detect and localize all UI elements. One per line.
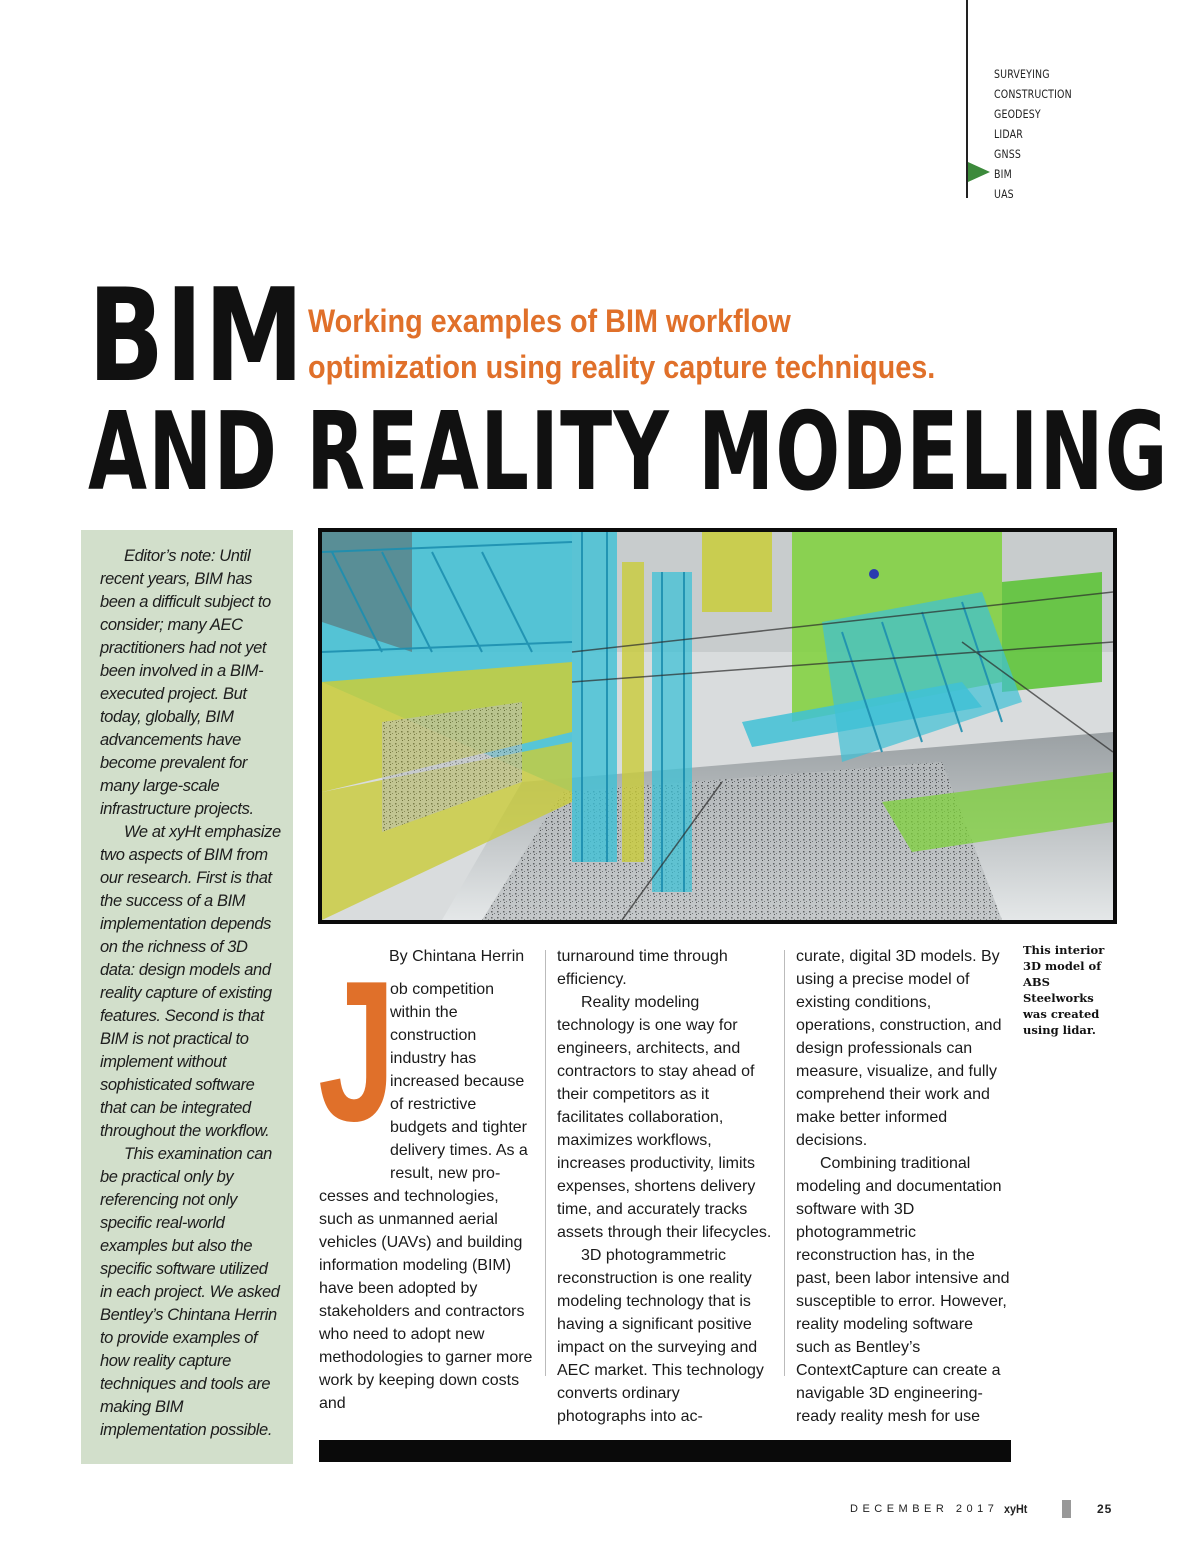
drop-cap: J	[318, 940, 396, 1163]
article-paragraph: turnaround time through efficiency.	[557, 948, 728, 988]
footer-divider-block	[1062, 1500, 1071, 1518]
category-gnss[interactable]: GNSS	[994, 147, 1021, 161]
footer-magazine-name: xyHt	[1004, 1502, 1028, 1516]
category-uas[interactable]: UAS	[994, 187, 1014, 201]
column-divider	[784, 950, 785, 1376]
byline: By Chintana Herrin	[389, 948, 525, 965]
article-paragraph: ob competition within the construction industry has increased because of restrictive budgets and tighter delivery times. As a result, new pro-	[390, 981, 528, 1182]
category-construction[interactable]: CONSTRUCTION	[994, 87, 1072, 101]
category-index	[994, 64, 1089, 204]
article-column-2	[557, 945, 772, 1428]
bim-model-illustration	[322, 532, 1113, 920]
editors-note-paragraph: Editor’s note: Until recent years, BIM has been a difficult subject to consider; many AEC practitioners had not yet been involved in a BIM-executed project. But today, globally, BIM advancements have become prevalent for many large-scale infrastructure projects.	[100, 547, 271, 818]
headline-line-2: AND REALITY MODELING	[88, 390, 1169, 515]
category-geodesy[interactable]: GEODESY	[994, 107, 1041, 121]
article-column-3	[796, 945, 1011, 1428]
bottom-rule-bar	[319, 1440, 1011, 1462]
article-paragraph: cesses and technologies, such as unmanned aerial vehicles (UAVs) and building information modeling (BIM) have been adopted by stakeholders and contractors who need to adopt new methodologies to garner more work by keeping down costs and	[319, 1188, 533, 1412]
footer-issue-date: DECEMBER 2017	[850, 1503, 999, 1515]
bim-model-image	[318, 528, 1117, 924]
article-paragraph: curate, digital 3D models. By using a precise model of existing conditions, operations, construction, and design professionals can measure, visualize, and fully comprehend their work and make better informed decisions.	[796, 948, 1002, 1149]
article-column-1	[318, 940, 534, 1415]
article-paragraph: 3D photogrammetric reconstruction is one reality modeling technology that is having a significant positive impact on the surveying and AEC market. This technology converts ordinary photographs into ac-	[557, 1247, 764, 1425]
editors-note-paragraph: We at xyHt emphasize two aspects of BIM from our research. First is that the success of a BIM implementation depends on the richness of 3D data: design models and reality capture of existing features. Second is that BIM is not practical to implement without sophisticated software that can be integrated throughout the workflow.	[100, 823, 281, 1140]
editors-note-text	[100, 545, 282, 1442]
headline-line-1: BIM	[88, 262, 306, 411]
article-paragraph: Combining traditional modeling and documentation software with 3D photogrammetric reconstruction has, in the past, been labor intensive and susceptible to error. However, reality modeling software such as Bentley’s ContextCapture can create a navigable 3D engineering-ready reality mesh for use	[796, 1155, 1010, 1425]
article-paragraph: Reality modeling technology is one way for engineers, architects, and contractors to stay ahead of their competitors as it facilitates collaboration, maximizes workflows, increases productivity, limits expenses, shortens delivery time, and accurately tracks assets through their lifecycles.	[557, 994, 772, 1241]
editors-note-paragraph: This examination can be practical only by referencing not only specific real-world examples but also the specific software utilized in each project. We asked Bentley’s Chintana Herrin to provide examples of how reality capture techniques and tools are making BIM implementation possible.	[100, 1145, 280, 1439]
active-category-arrow-icon	[968, 162, 990, 182]
column-divider	[545, 950, 546, 1376]
category-surveying[interactable]: SURVEYING	[994, 67, 1050, 81]
deck-subtitle: Working examples of BIM workflow optimization using reality capture techniques.	[308, 303, 936, 385]
category-lidar[interactable]: LIDAR	[994, 127, 1023, 141]
image-caption: This interior 3D model of ABS Steelworks was created using lidar.	[1023, 943, 1105, 1037]
page-number: 25	[1097, 1502, 1113, 1516]
category-bim[interactable]: BIM	[994, 167, 1012, 181]
